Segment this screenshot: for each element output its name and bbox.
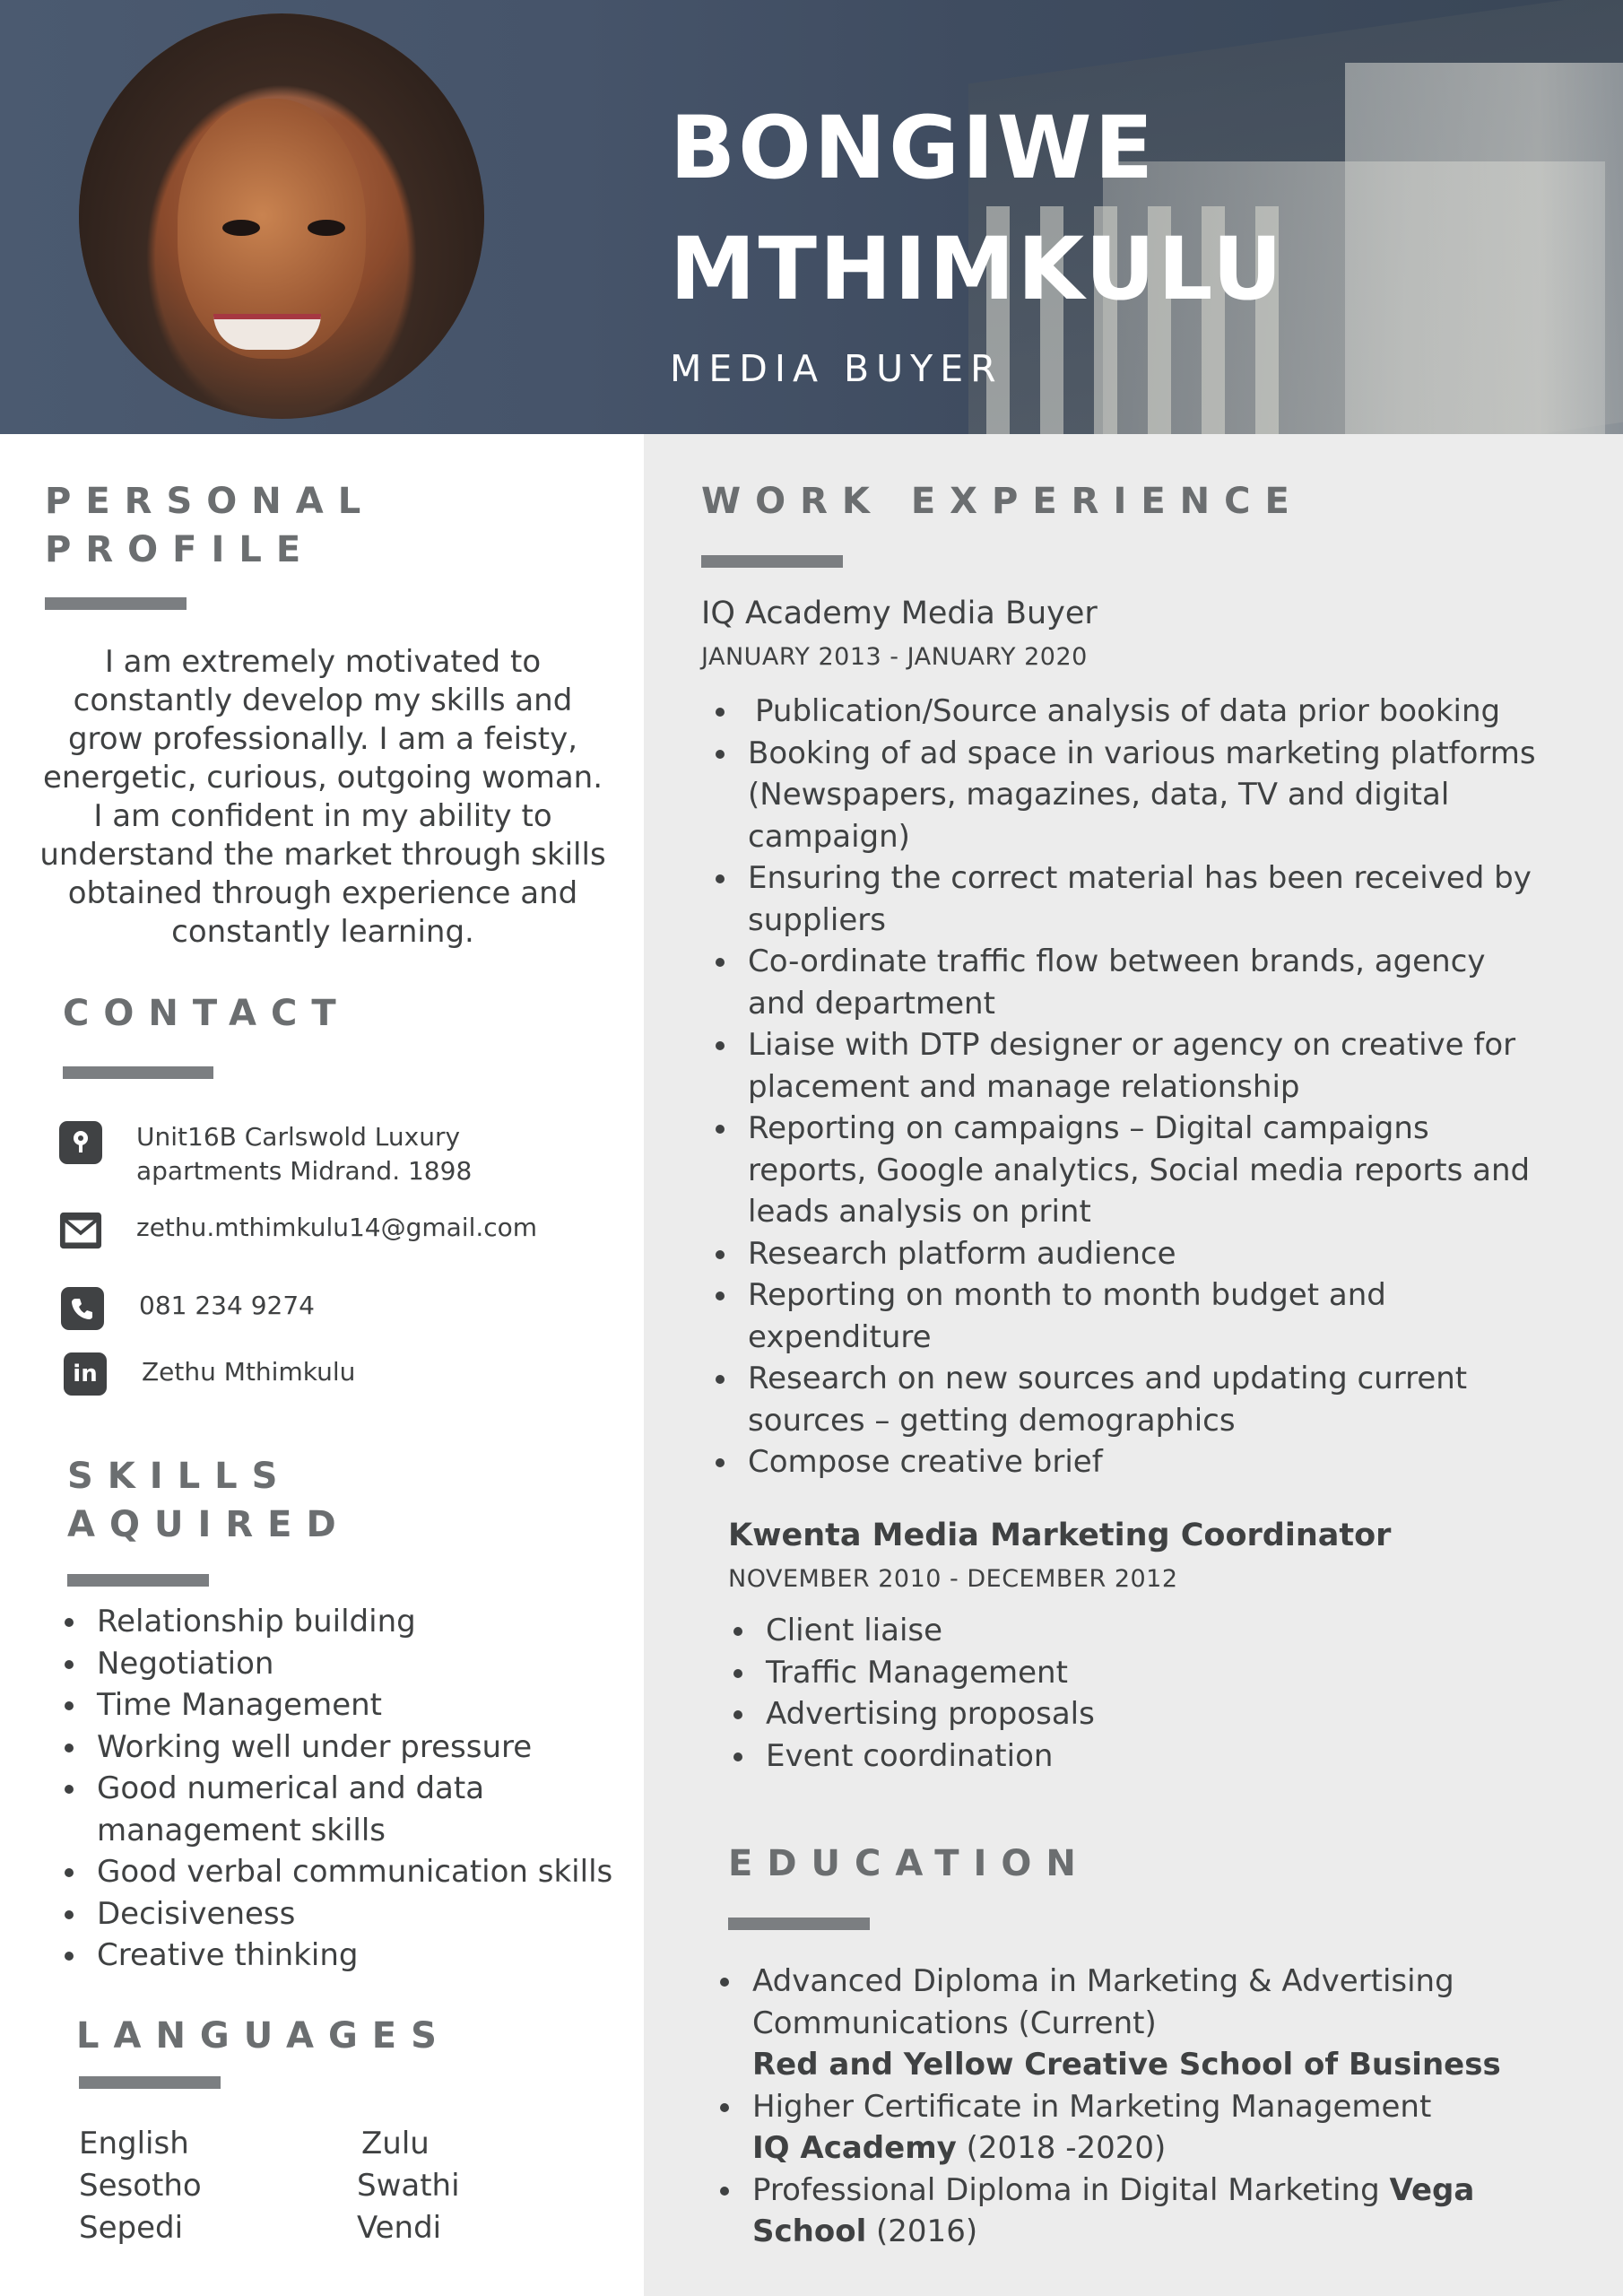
education-course: Professional Diploma in Digital Marketing (752, 2171, 1380, 2208)
profile-text: I am extremely motivated to constantly develop my skills and grow professionally. I am a feisty, energetic, curious, outgoing woman. I am confident in my ability to understand the market through skills obtained through experience and constantly learning. (39, 644, 606, 950)
education-item (715, 2086, 1504, 2170)
education-item (715, 2170, 1504, 2253)
job-role: MEDIA BUYER (670, 347, 1003, 390)
section-divider (701, 555, 843, 568)
list-item: Creative thinking (59, 1935, 633, 1977)
language-item: Swathi (357, 2168, 460, 2204)
envelope-icon (59, 1209, 102, 1252)
list-item: Publication/Source analysis of data prior booking (710, 691, 1540, 733)
list-item: Client liaise (728, 1610, 1517, 1652)
list-item: Negotiation (59, 1643, 633, 1685)
languages-column-1 (79, 2123, 202, 2249)
education-school: Red and Yellow Creative School of Business (752, 2047, 1501, 2083)
education-years: (2018 -2020) (966, 2130, 1167, 2166)
job-title: Kwenta Media Marketing Coordinator (728, 1518, 1392, 1553)
header-banner (0, 0, 1623, 434)
list-item: Compose creative brief (710, 1441, 1540, 1483)
section-title-work-experience: WORK EXPERIENCE (701, 481, 1304, 522)
section-divider (45, 597, 187, 610)
phone-icon (61, 1287, 104, 1330)
list-item: Good verbal communication skills (59, 1851, 633, 1893)
list-item: Relationship building (59, 1601, 633, 1643)
job-dates: NOVEMBER 2010 - DECEMBER 2012 (728, 1565, 1178, 1593)
education-course: Higher Certificate in Marketing Management (752, 2088, 1432, 2125)
linkedin-icon: in (64, 1352, 107, 1396)
list-item: Reporting on month to month budget and expenditure (710, 1274, 1540, 1358)
section-divider (67, 1574, 209, 1587)
list-item: Event coordination (728, 1735, 1517, 1778)
language-item: Sesotho (79, 2168, 202, 2204)
contact-phone[interactable]: 081 234 9274 (139, 1291, 315, 1320)
section-divider (79, 2076, 221, 2089)
list-item: Time Management (59, 1684, 633, 1726)
job-dates: JANUARY 2013 - JANUARY 2020 (701, 643, 1088, 671)
contact-linkedin[interactable]: Zethu Mthimkulu (142, 1357, 356, 1387)
list-item: Liaise with DTP designer or agency on creative for placement and manage relationship (710, 1024, 1540, 1108)
language-item: Zulu (361, 2126, 430, 2161)
education-school: IQ Academy (752, 2130, 957, 2166)
education-years: (2016) (876, 2213, 978, 2249)
name-last: MTHIMKULU (670, 219, 1285, 319)
background-building-wall (1345, 63, 1623, 434)
location-pin-icon (59, 1121, 102, 1164)
job-title: IQ Academy Media Buyer (701, 596, 1098, 631)
education-school: Vega School (752, 2171, 1475, 2249)
name-first: BONGIWE (670, 98, 1157, 198)
education-list (715, 1961, 1504, 2253)
profile-photo (79, 13, 484, 419)
language-item: Sepedi (79, 2210, 184, 2246)
list-item: Co-ordinate traffic flow between brands, agency and department (710, 941, 1540, 1024)
education-item (715, 1961, 1504, 2086)
section-title-skills: SKILLS AQUIRED (67, 1456, 351, 1545)
contact-email[interactable]: zethu.mthimkulu14@gmail.com (136, 1213, 538, 1242)
list-item: Reporting on campaigns – Digital campaigns reports, Google analytics, Social media reports and leads analysis on print (710, 1108, 1540, 1233)
section-title-contact: CONTACT (63, 993, 351, 1034)
list-item: Advertising proposals (728, 1693, 1517, 1735)
section-title-education: EDUCATION (728, 1843, 1090, 1884)
language-item: Vendi (357, 2210, 442, 2246)
section-divider (63, 1066, 213, 1079)
list-item: Research on new sources and updating current sources – getting demographics (710, 1358, 1540, 1441)
contact-address: Unit16B Carlswold Luxury apartments Midrand. 1898 (136, 1122, 473, 1186)
section-divider (728, 1918, 870, 1930)
language-item: English (79, 2126, 189, 2161)
skills-list (59, 1601, 633, 1977)
list-item: Booking of ad space in various marketing platforms (Newspapers, magazines, data, TV and digital campaign) (710, 733, 1540, 858)
list-item: Research platform audience (710, 1233, 1540, 1275)
languages-column-2 (357, 2123, 460, 2249)
list-item: Working well under pressure (59, 1726, 633, 1769)
section-title-personal-profile: PERSONAL PROFILE (45, 481, 376, 570)
list-item: Ensuring the correct material has been received by suppliers (710, 857, 1540, 941)
job-duties-list (728, 1610, 1517, 1777)
list-item: Decisiveness (59, 1893, 633, 1935)
list-item: Traffic Management (728, 1652, 1517, 1694)
job-duties-list (710, 691, 1540, 1483)
list-item: Good numerical and data management skills (59, 1768, 561, 1851)
education-course: Advanced Diploma in Marketing & Advertising Communications (Current) (752, 1963, 1454, 2041)
section-title-languages: LANGUAGES (76, 2015, 451, 2057)
